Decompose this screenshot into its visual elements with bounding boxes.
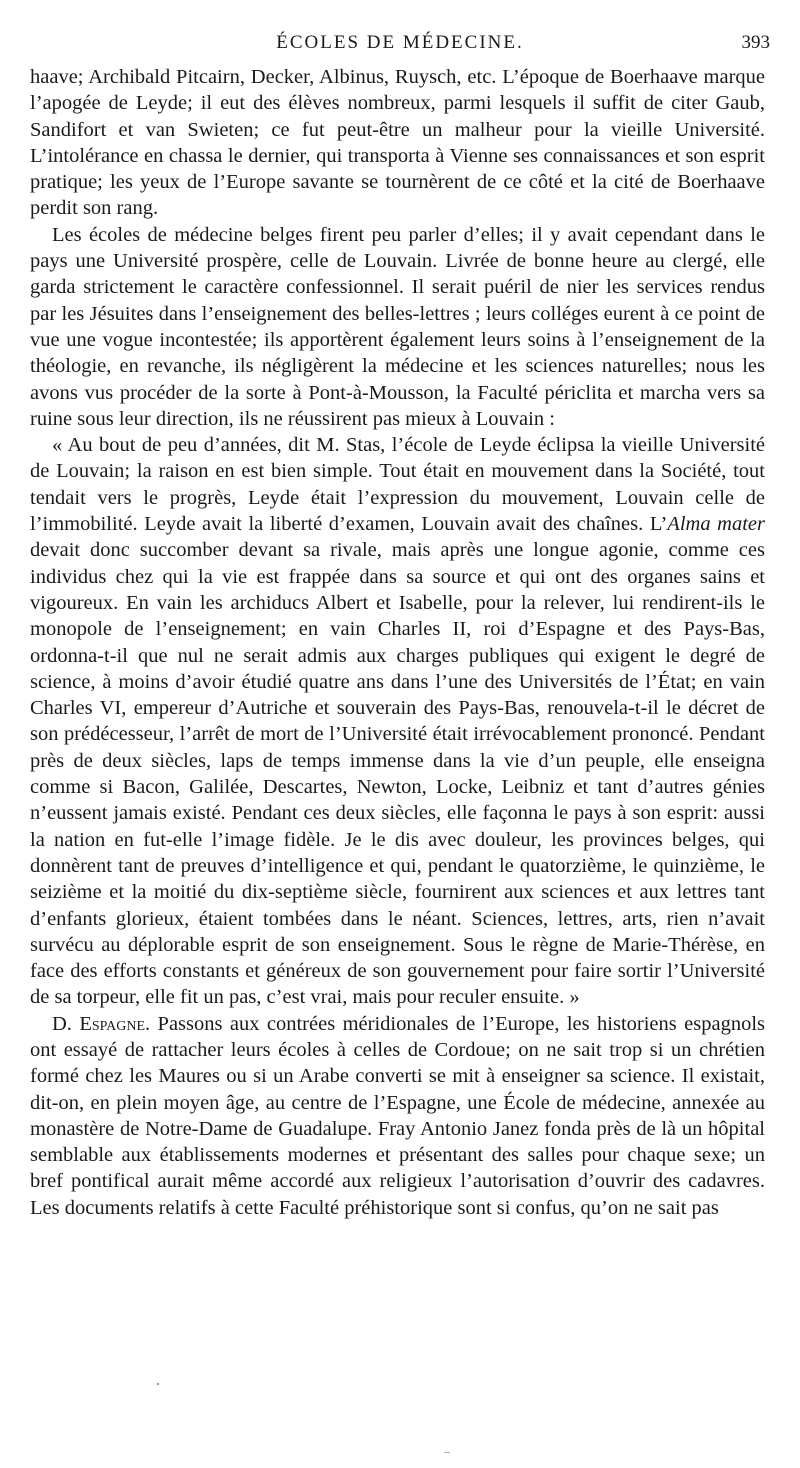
alma-mater-italic: Alma mater [667,513,765,536]
bottom-dash [444,1452,450,1453]
paragraph-belgian-schools: Les écoles de médecine belges firent peu parler d’elles; il y avait cependant dans le pays une Université prospère, celle de Louvain. Livrée de bonne heure au clergé, elle garda strictement le caractère confessionnel. Il serait puéril de nier les services rendus par les Jésuites dans l’enseignement des belles-lettres ; leurs colléges eurent à ce point de vue une vogue incontestée; ils apportèrent également leurs soins à l’enseignement de la théologie, en revanche, ils négligèrent la médecine et les sciences naturelles; nous les avons vus procéder de la sorte à Pont-à-Mousson, la Faculté périclita et marcha vers sa ruine sous leur direction, ils ne réussirent pas mieux à Louvain : [30,223,765,430]
running-head: ÉCOLES DE MÉDECINE. [276,32,524,53]
body-text [30,64,765,1221]
espagne-text: Passons aux contrées méridionales de l’Europe, les historiens espagnols ont essayé de rattacher leurs écoles à celles de Cordoue; on ne sait trop si un chrétien formé chez les Maures ou si un Arabe converti se mit à enseigner sa science. Il existait, dit-on, en plein moyen âge, au centre de l’Espagne, une École de médecine, annexée au monastère de Notre-Dame de Guadalupe. Fray Antonio Janez fonda près de là un hôpital semblable aux établissements modernes et présentant des salles pour chaque sexe; un bref pontifical aurait même accordé aux religieux l’autorisation d’ouvrir des cadavres. Les documents relatifs à cette Faculté préhistorique sont si confus, qu’on ne sait pas [30,1012,766,1219]
paragraph-stas-quote [30,432,765,1011]
paragraph-espagne [30,1011,765,1221]
page-number: 393 [741,32,770,53]
section-label-espagne: D. Espagne. [52,1012,151,1035]
paragraph-boerhaave: haave; Archibald Pitcairn, Decker, Albinus, Ruysch, etc. L’époque de Boerhaave marque l’apogée de Leyde; il eut des élèves nombreux, parmi lesquels il suffit de citer Gaub, Sandifort et van Swieten; ce fut peut-être un malheur pour la vieille Université. L’intolérance en chassa le dernier, qui transporta à Vienne ses connaissances et son esprit pratique; les yeux de l’Europe savante se tournèrent de ce côté et la cité de Boerhaave perdit son rang. [30,66,765,220]
page-header [30,32,770,60]
stray-mark [157,1383,159,1385]
quote-text-start: « Au bout de peu d’années, dit M. Stas, l’école de Leyde éclipsa la vieille Université de Louvain; la raison en est bien simple. Tout était en mouvement dans la Société, tout tendait vers le progrès, Leyde était l’expression du mouvement, Louvain celle de l’immobilité. Leyde avait la liberté d’examen, Louvain avait des chaînes. L’ [30,434,765,536]
quote-text-end: devait donc succomber devant sa rivale, mais après une longue agonie, comme ces individus chez qui la vie est frappée dans sa source et qui ont des organes sains et vigoureux. En vain les archiducs Albert et Isabelle, pour la relever, lui rendirent-ils le monopole de l’enseignement; en vain Charles II, roi d’Espagne et des Pays-Bas, ordonna-t-il que nul ne serait admis aux charges publiques qui exigent le degré de science, à moins d’avoir étudié quatre ans dans l’une des Universités de l’État; en vain Charles VI, empereur d’Autriche et souverain des Pays-Bas, renouvela-t-il le décret de son prédécesseur, l’arrêt de mort de l’Université était irrévocablement prononcé. Pendant près de deux siècles, laps de temps immense dans la vie d’un peuple, elle enseigna comme si Bacon, Galilée, Descartes, Newton, Locke, Leibniz et tant d’autres génies n’eussent jamais existé. Pendant ces deux siècles, elle façonna le pays à son esprit: aussi la nation en fut-elle l’image fidèle. Je le dis avec douleur, les provinces belges, qui donnèrent tant de preuves d’intelligence et qui, pendant le quatorzième, le quinzième, le seizième et la moitié du dix-septième siècle, fournirent aux sciences et aux lettres tant d’enfants glorieux, étaient tombées dans le néant. Sciences, lettres, arts, rien n’avait survécu au déplorable esprit de son enseignement. Sous le règne de Marie-Thérèse, en face des efforts constants et généreux de son gouvernement pour faire sortir l’Université de sa torpeur, elle fit un pas, c’est vrai, mais pour reculer ensuite. » [30,539,765,1009]
